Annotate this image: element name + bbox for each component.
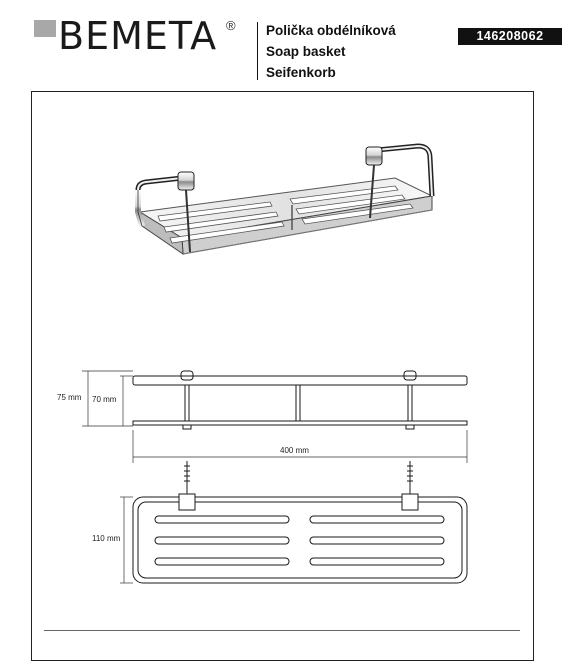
product-code-badge: 146208062 [458,28,562,45]
brand-logo: BEMETA [58,14,218,58]
title-czech: Polička obdélníková [266,23,396,38]
top-view [133,461,467,583]
dim-width: 400 mm [280,446,309,455]
dim-total-height: 75 mm [57,393,82,402]
title-german: Seifenkorb [266,65,336,80]
product-illustration [138,146,432,254]
title-english: Soap basket [266,44,346,59]
dim-depth: 110 mm [92,534,121,543]
registered-mark: ® [226,18,236,33]
side-view [133,371,467,429]
dimension-line-depth [120,497,133,583]
dim-inner-height: 70 mm [92,395,117,404]
